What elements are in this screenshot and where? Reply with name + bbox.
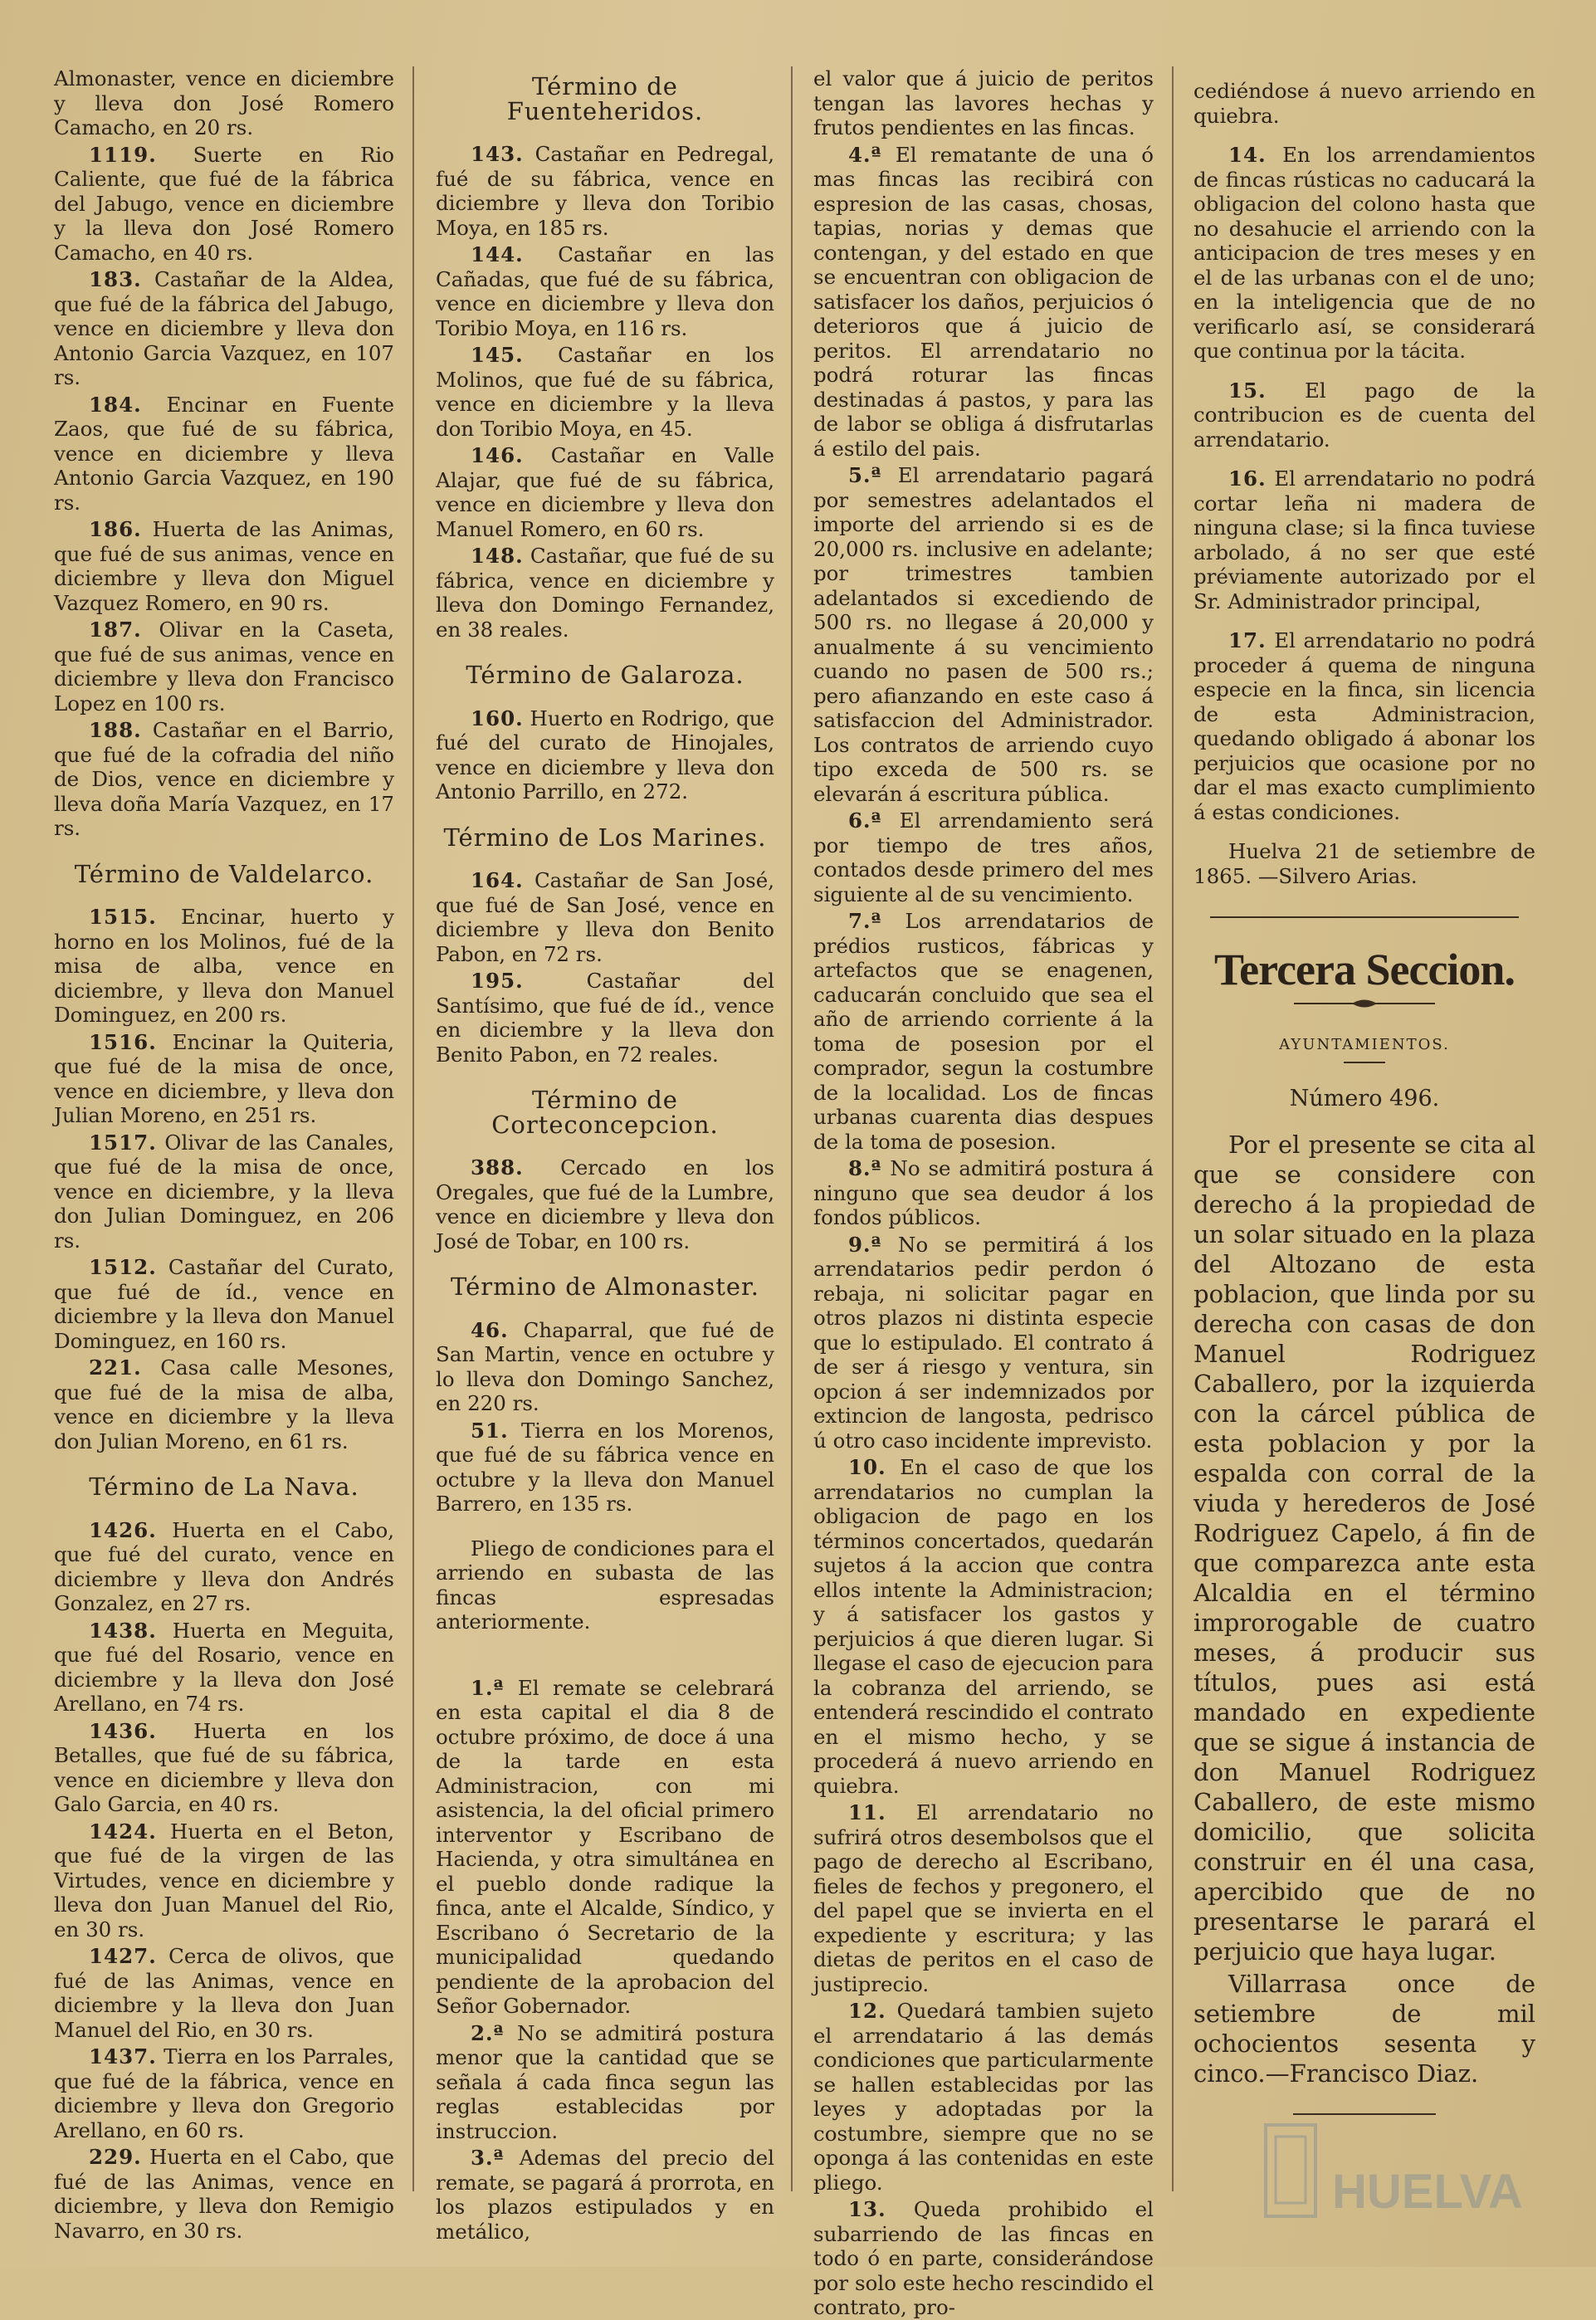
condition-item: 13. Queda prohibido el subarriendo de las fincas en todo ó en parte, considerándose por solo este hecho rescindido el contrato, pro- <box>813 2197 1154 2319</box>
subsection-heading: AYUNTAMIENTOS. <box>1279 1035 1450 1053</box>
column-rule <box>1172 66 1174 2191</box>
column-rule <box>791 66 793 2191</box>
ornament-icon <box>1294 998 1435 1009</box>
list-item: 145. Castañar en los Molinos, que fué de su fábrica, vence en diciembre y la lleva don Toribio Moya, en 45. <box>436 343 774 441</box>
column-1 <box>54 66 395 2243</box>
condition-item: 17. El arrendatario no podrá proceder á quema de ninguna especie en la finca, sin licencia de esta Administracion, quedando obligado á abonar los perjuicios que ocasione por no dar el mas exacto cumplimiento á estas condiciones. <box>1193 628 1535 824</box>
paragraph: Almonaster, vence en diciembre y lleva don José Romero Camacho, en 20 rs. <box>54 66 394 139</box>
list-item: 46. Chaparral, que fué de San Martin, vence en octubre y lo lleva don Domingo Sanchez, en 220 rs. <box>436 1317 774 1415</box>
list-item: 186. Huerta de las Animas, que fué de sus animas, vence en diciembre y lleva don Miguel Vazquez Romero, en 90 rs. <box>54 517 394 615</box>
list-item: 1426. Huerta en el Cabo, que fué del curato, vence en diciembre y lleva don Andrés Gonzalez, en 27 rs. <box>54 1517 394 1615</box>
list-item: 164. Castañar de San José, que fué de San José, vence en diciembre y lleva don Benito Pabon, en 72 rs. <box>436 868 774 966</box>
condition-item: 11. El arrendatario no sufrirá otros desembolsos que el pago de derecho al Escribano, fieles de fechos y pregonero, el del papel que se invierta en el expediente y escritura; y las dietas de peritos en el caso de justiprecio. <box>813 1800 1154 1996</box>
section-heading: Término de Fuenteheridos. <box>506 72 704 125</box>
library-stamp <box>1249 2108 1531 2233</box>
list-item: 148. Castañar, que fué de su fábrica, vence en diciembre y lleva don Domingo Fernandez, en 38 reales. <box>436 544 774 642</box>
pliego-title: Pliego de condiciones para el arriendo en subasta de las fincas espresadas anteriormente. <box>436 1536 774 1634</box>
list-item: 1517. Olivar de las Canales, que fué de la misa de once, vence en diciembre, y la lleva don Julian Dominguez, en 206 rs. <box>54 1130 394 1253</box>
condition-item: 16. El arrendatario no podrá cortar leña ni madera de ninguna clase; si la finca tuviese arbolado, á no ser que esté préviamente autorizado por el Sr. Administrador principal, <box>1193 466 1535 613</box>
condition-item: 7.ª Los arrendatarios de prédios rusticos, fábricas y artefactos que se enagenen, caducarán concluido que sea el año de arriendo corriente á la toma de posesion por el comprador, segun la costumbre de la localidad. Los de fincas urbanas cuarenta dias despues de la toma de posesion. <box>813 909 1154 1154</box>
list-item: 51. Tierra en los Morenos, que fué de su fábrica vence en octubre y la lleva don Manuel Barrero, en 135 rs. <box>436 1418 774 1516</box>
condition-item: 12. Quedará tambien sujeto el arrendatario á las demás condiciones que particularmente se hallen establecidas por las leyes y adoptadas por la costumbre, siempre que no se oponga á las contenidas en este pliego. <box>813 1999 1154 2195</box>
list-item: 184. Encinar en Fuente Zaos, que fué de su fábrica, vence en diciembre y lleva Antonio Garcia Vazquez, en 190 rs. <box>54 392 394 515</box>
list-item: 195. Castañar del Santísimo, que fué de íd., vence en diciembre y la lleva don Benito Pabon, en 72 reales. <box>436 969 774 1067</box>
list-item: 1512. Castañar del Curato, que fué de íd., vence en diciembre y la lleva don Manuel Dominguez, en 160 rs. <box>54 1255 394 1353</box>
column-4 <box>1193 79 1535 2204</box>
condition-item: 14. En los arrendamientos de fincas rústicas no caducará la obligacion del colono hasta que no desahucie el arriendo con la anticipacion de tres meses y en el de las urbanas con el de uno; en la inteligencia que de no verificarlo así, se considerará que continua por la tácita. <box>1193 143 1535 363</box>
section-heading: Término de Los Marines. <box>443 823 767 852</box>
section-heading: Término de Valdelarco. <box>74 859 374 888</box>
list-item: 160. Huerto en Rodrigo, que fué del curato de Hinojales, vence en diciembre y lleva don Antonio Parrillo, en 272. <box>436 706 774 803</box>
condition-item: 6.ª El arrendamiento será por tiempo de tres años, contados desde primero del mes siguiente al de su vencimiento. <box>813 808 1154 906</box>
list-item: 1516. Encinar la Quiteria, que fué de la misa de once, vence en diciembre, y lleva don Julian Moreno, en 251 rs. <box>54 1029 394 1127</box>
condition-item: 8.ª No se admitirá postura á ninguno que sea deudor á los fondos públicos. <box>813 1156 1154 1229</box>
list-item: 1427. Cerca de olivos, que fué de las Animas, vence en diciembre y la lleva don Juan Manuel del Rio, en 30 rs. <box>54 1944 394 2042</box>
paragraph: cediéndose á nuevo arriendo en quiebra. <box>1193 79 1535 128</box>
section-heading: Término de Corteconcepcion. <box>491 1086 719 1139</box>
list-item: 187. Olivar en la Caseta, que fué de sus animas, vence en diciembre y lleva don Francisco Lopez en 100 rs. <box>54 618 394 716</box>
list-item: 221. Casa calle Mesones, que fué de la misa de alba, vence en diciembre y la lleva don Julian Moreno, en 61 rs. <box>54 1355 395 1453</box>
condition-item: 1.ª El remate se celebrará en esta capital el dia 8 de octubre próximo, de doce á una de la tarde en esta Administracion, con mi asistencia, la del oficial primero interventor y Escribano de Hacienda, y otra simultánea en el pueblo donde radique la finca, ante el Alcalde, Síndico, y Escribano ó Secretario de la municipalidad quedando pendiente de la aprobacion del Señor Gobernador. <box>436 1675 774 2018</box>
condition-item: 3.ª Ademas del precio del remate, se pagará á prorrota, en los plazos estipulados y en metálico, <box>436 2146 775 2244</box>
list-item: 188. Castañar en el Barrio, que fué de la cofradia del niño de Dios, vence en diciembre y lleva doña María Vazquez, en 17 rs. <box>54 718 395 840</box>
list-item: 1119. Suerte en Rio Caliente, que fué de la fábrica del Jabugo, vence en diciembre y la lleva don José Romero Camacho, en 40 rs. <box>54 142 394 265</box>
notice-closing: Villarrasa once de setiembre de mil ochocientos sesenta y cinco.—Francisco Diaz. <box>1193 1969 1535 2088</box>
list-item: 388. Cercado en los Oregales, que fué de la Lumbre, vence en diciembre y lleva don José de Tobar, en 100 rs. <box>436 1155 774 1253</box>
list-item: 1438. Huerta en Meguita, que fué del Rosario, vence en diciembre y la lleva don José Arellano, en 74 rs. <box>54 1618 394 1716</box>
condition-item: 10. En el caso de que los arrendatarios no cumplan la obligacion de pago en los términos concertados, quedarán sujetos á la accion que contra ellos intente la Administracion; y á satisfacer los gastos y perjuicios á que dieren lugar. Si llegase el caso de ejecucion para la cobranza del arriendo, se entenderá rescindido el contrato en el mismo hecho, y se procederá á nuevo arriendo en quiebra. <box>813 1455 1154 1798</box>
column-rule <box>412 66 414 2191</box>
divider <box>1344 1062 1385 1063</box>
paragraph: el valor que á juicio de peritos tengan las lavores hechas y frutos pendientes en las fincas. <box>813 66 1154 139</box>
stamp-text: HUELVA <box>1332 2165 1523 2219</box>
notice-number: Número 496. <box>1289 1086 1440 1111</box>
divider <box>1210 916 1519 918</box>
condition-item: 5.ª El arrendatario pagará por semestres adelantados el importe del arriendo si es de 20,000 rs. inclusive en adelante; por trimestres tambien adelantados si excediendo de 500 rs. no llegase á 20,000 y anualmente á su vencimiento cuando no pasen de 500 rs.; pero afianzando en este caso á satisfaccion del Administrador. Los contratos de arriendo cuyo tipo exceda de 500 rs. se elevarán á escritura pública. <box>813 463 1154 806</box>
section-title: Tercera Seccion. <box>1214 945 1515 994</box>
list-item: 229. Huerta en el Cabo, que fué de las Animas, vence en diciembre, y lleva don Remigio Navarro, en 30 rs. <box>54 2145 394 2243</box>
list-item: 1437. Tierra en los Parrales, que fué de la fábrica, vence en diciembre y lleva don Gregorio Arellano, en 60 rs. <box>54 2044 394 2142</box>
notice-body: Por el presente se cita al que se considere con derecho á la propiedad de un solar situado en la plaza del Altozano de esta poblacion, que linda por su derecha con casas de don Manuel Rodriguez Caballero, por la izquierda con la cárcel pública de esta poblacion y por la espalda con corral de la viuda y herederos de José Rodriguez Capelo, á fin de que comparezca ante esta Alcaldia en el término improrogable de cuatro meses, á producir sus títulos, pues asi está mandado en expediente que se sigue á instancia de don Manuel Rodriguez Caballero, de este mismo domicilio, que solicita construir en él una casa, apercibido que de no presentarse le parará el perjuicio que haya lugar. <box>1193 1130 1535 1966</box>
signature-line: Huelva 21 de setiembre de 1865. —Silvero Arias. <box>1193 839 1535 888</box>
section-heading: Término de La Nava. <box>89 1473 359 1501</box>
list-item: 1424. Huerta en el Beton, que fué de la virgen de las Virtudes, vence en diciembre y lleva don Juan Manuel del Rio, en 30 rs. <box>54 1819 394 1941</box>
list-item: 1436. Huerta en los Betalles, que fué de su fábrica, vence en diciembre y lleva don Galo Garcia, en 40 rs. <box>54 1718 394 1816</box>
column-3 <box>813 66 1154 2319</box>
list-item: 143. Castañar en Pedregal, fué de su fábrica, vence en diciembre y lleva don Toribio Moya, en 185 rs. <box>436 142 774 240</box>
section-heading: Término de Galaroza. <box>466 661 744 689</box>
list-item: 146. Castañar en Valle Alajar, que fué de su fábrica, vence en diciembre y lleva don Manuel Romero, en 60 rs. <box>436 443 774 541</box>
condition-item: 4.ª El rematante de una ó mas fincas las recibirá con espresion de las casas, chosas, tapias, norias y demas que contengan, y del estado en que se encuentran con obligacion de satisfacer los daños, perjuicios ó deterioros que á juicio de peritos. El arrendatario no podrá roturar las fincas destinadas á pastos, y para las de labor se obliga á disfrutarlas á estilo del pais. <box>813 142 1154 461</box>
section-heading: Término de Almonaster. <box>451 1272 759 1301</box>
condition-item: 2.ª No se admitirá postura menor que la cantidad que se señala á cada finca segun las reglas establecidas por instruccion. <box>436 2020 774 2143</box>
column-2 <box>436 72 775 2244</box>
list-item: 1515. Encinar, huerto y horno en los Molinos, fué de la misa de alba, vence en diciembre, y lleva don Manuel Dominguez, en 200 rs. <box>54 905 394 1027</box>
list-item: 144. Castañar en las Cañadas, que fué de su fábrica, vence en diciembre y lleva don Toribio Moya, en 116 rs. <box>436 242 774 340</box>
condition-item: 9.ª No se permitirá á los arrendatarios pedir perdon ó rebaja, ni solicitar pagar en otros plazos ni distinta especie que lo estipulado. El contrato á de ser á riesgo y ventura, sin opcion á ser indemnizados por extincion de langosta, pedrisco ú otro caso incidente imprevisto. <box>813 1232 1154 1453</box>
list-item: 183. Castañar de la Aldea, que fué de la fábrica del Jabugo, vence en diciembre y lleva don Antonio Garcia Vazquez, en 107 rs. <box>54 267 394 389</box>
condition-item: 15. El pago de la contribucion es de cuenta del arrendatario. <box>1193 378 1535 452</box>
